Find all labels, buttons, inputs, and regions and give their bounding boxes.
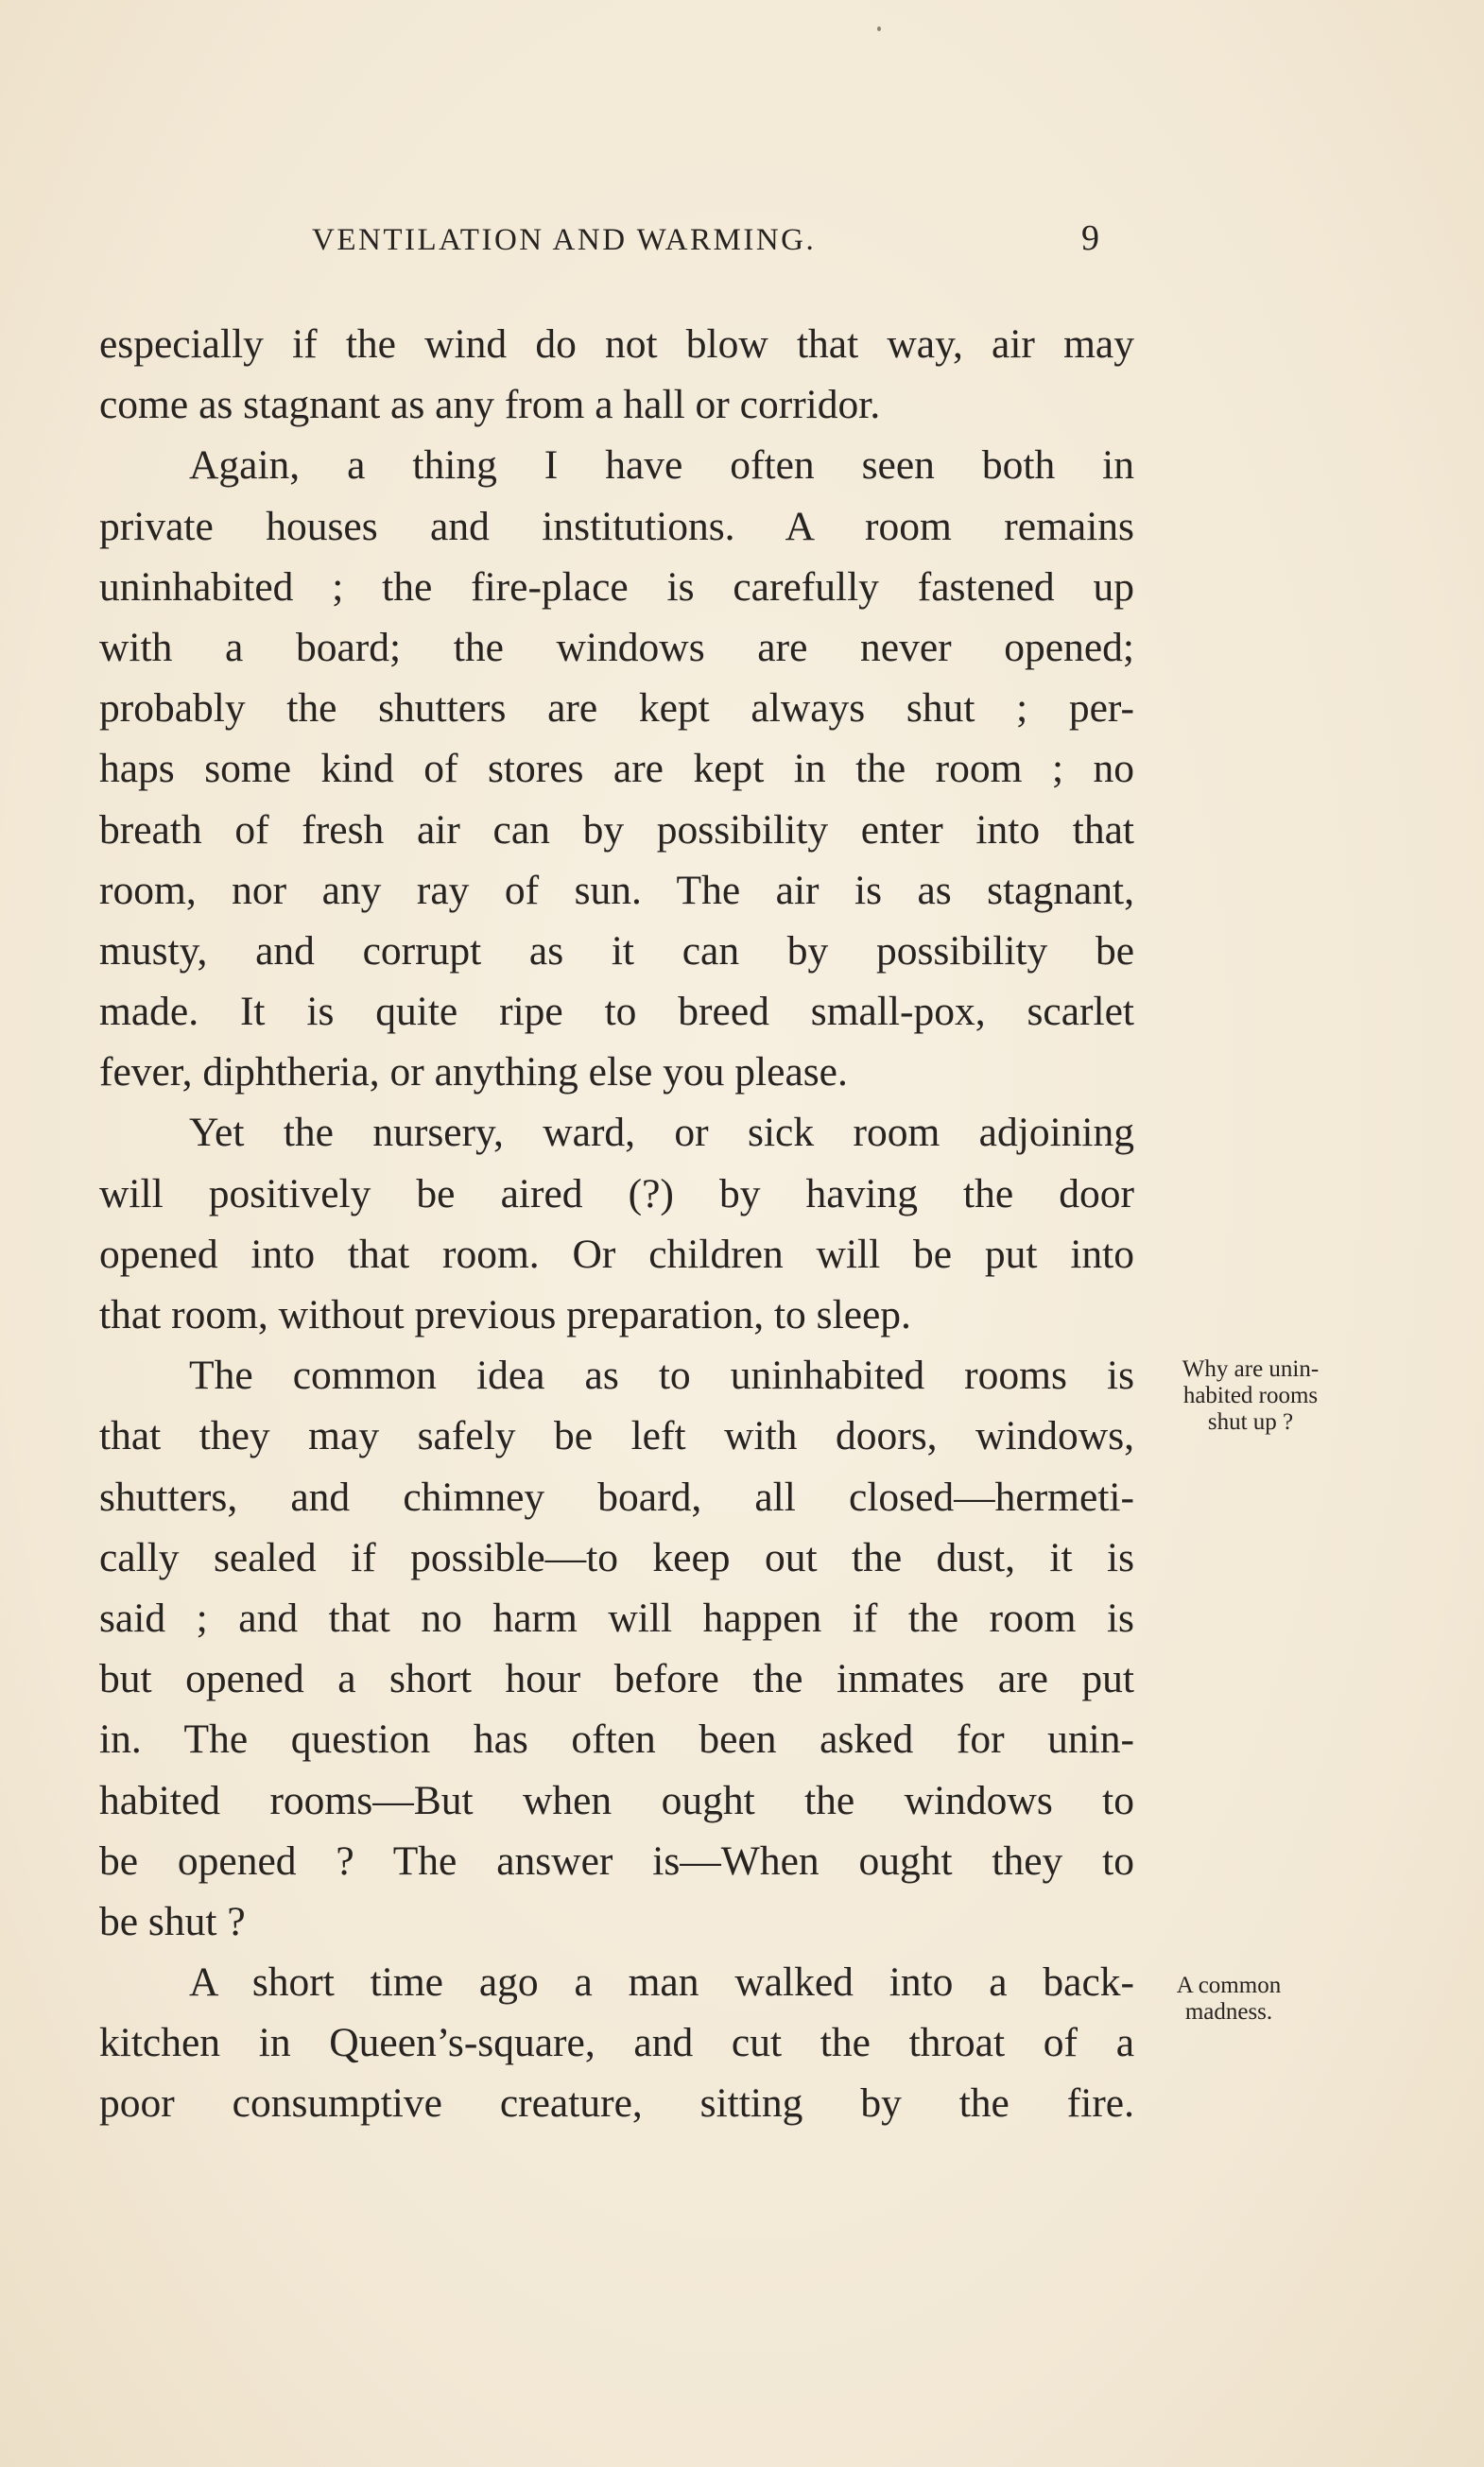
running-head: VENTILATION AND WARMING.: [312, 223, 817, 257]
text-line: that room, without previous preparation, to sleep.: [99, 1292, 911, 1337]
text-line: Yet the nursery, ward, or sick room adjoining: [189, 1110, 1134, 1156]
paper-speck: [877, 26, 881, 31]
text-line: uninhabited ; the fire-place is carefully fastened up: [99, 563, 1134, 610]
text-line: Again, a thing I have often seen both in: [189, 442, 1134, 489]
text-line: will positively be aired (?) by having the door: [99, 1170, 1134, 1216]
margin-note-line: madness.: [1184, 1999, 1273, 2025]
text-line: be opened ? The answer is—When ought they to: [99, 1837, 1134, 1884]
text-line: room, nor any ray of sun. The air is as stagnant,: [99, 867, 1134, 913]
text-line: especially if the wind do not blow that way, air may: [99, 321, 1134, 367]
text-line: probably the shutters are kept always shut ; per-: [99, 685, 1134, 732]
text-line: A short time ago a man walked into a back-: [189, 1959, 1134, 2006]
text-line: kitchen in Queen’s-square, and cut the throat of a: [99, 2020, 1134, 2066]
text-line: habited rooms—But when ought the windows to: [99, 1777, 1134, 1823]
margin-note-uninhabited-rooms: [1151, 1356, 1350, 1436]
text-line: fever, diphtheria, or anything else you please.: [99, 1049, 848, 1095]
text-line: private houses and institutions. A room remains: [99, 503, 1134, 549]
text-line: with a board; the windows are never opened;: [99, 624, 1134, 670]
text-line: be shut ?: [99, 1898, 246, 1944]
margin-note-common-madness: [1139, 1973, 1319, 2026]
text-line: that they may safely be left with doors, windows,: [99, 1413, 1134, 1459]
text-line: in. The question has often been asked for unin-: [99, 1717, 1134, 1763]
margin-note-line: habited rooms: [1182, 1383, 1319, 1408]
text-line: but opened a short hour before the inmates are put: [99, 1656, 1134, 1702]
text-line: shutters, and chimney board, all closed—hermeti-: [99, 1474, 1134, 1520]
margin-note-line: shut up ?: [1207, 1409, 1294, 1435]
text-line: haps some kind of stores are kept in the room ; no: [99, 746, 1134, 792]
text-line: come as stagnant as any from a hall or corridor.: [99, 382, 881, 428]
text-line: breath of fresh air can by possibility enter into that: [99, 806, 1134, 853]
margin-note-line: A common: [1176, 1973, 1282, 1998]
page-number: 9: [1081, 218, 1099, 258]
text-line: cally sealed if possible—to keep out the dust, it is: [99, 1534, 1134, 1580]
text-line: poor consumptive creature, sitting by the fire.: [99, 2080, 1134, 2127]
text-line: made. It is quite ripe to breed small-pox, scarlet: [99, 989, 1134, 1035]
text-line: said ; and that no harm will happen if the room is: [99, 1595, 1134, 1641]
text-line: The common idea as to uninhabited rooms is: [189, 1353, 1134, 1399]
text-line: opened into that room. Or children will be put into: [99, 1231, 1134, 1277]
margin-note-line: Why are unin-: [1182, 1356, 1320, 1382]
text-line: musty, and corrupt as it can by possibility be: [99, 927, 1134, 974]
body-text: [99, 314, 1134, 2134]
